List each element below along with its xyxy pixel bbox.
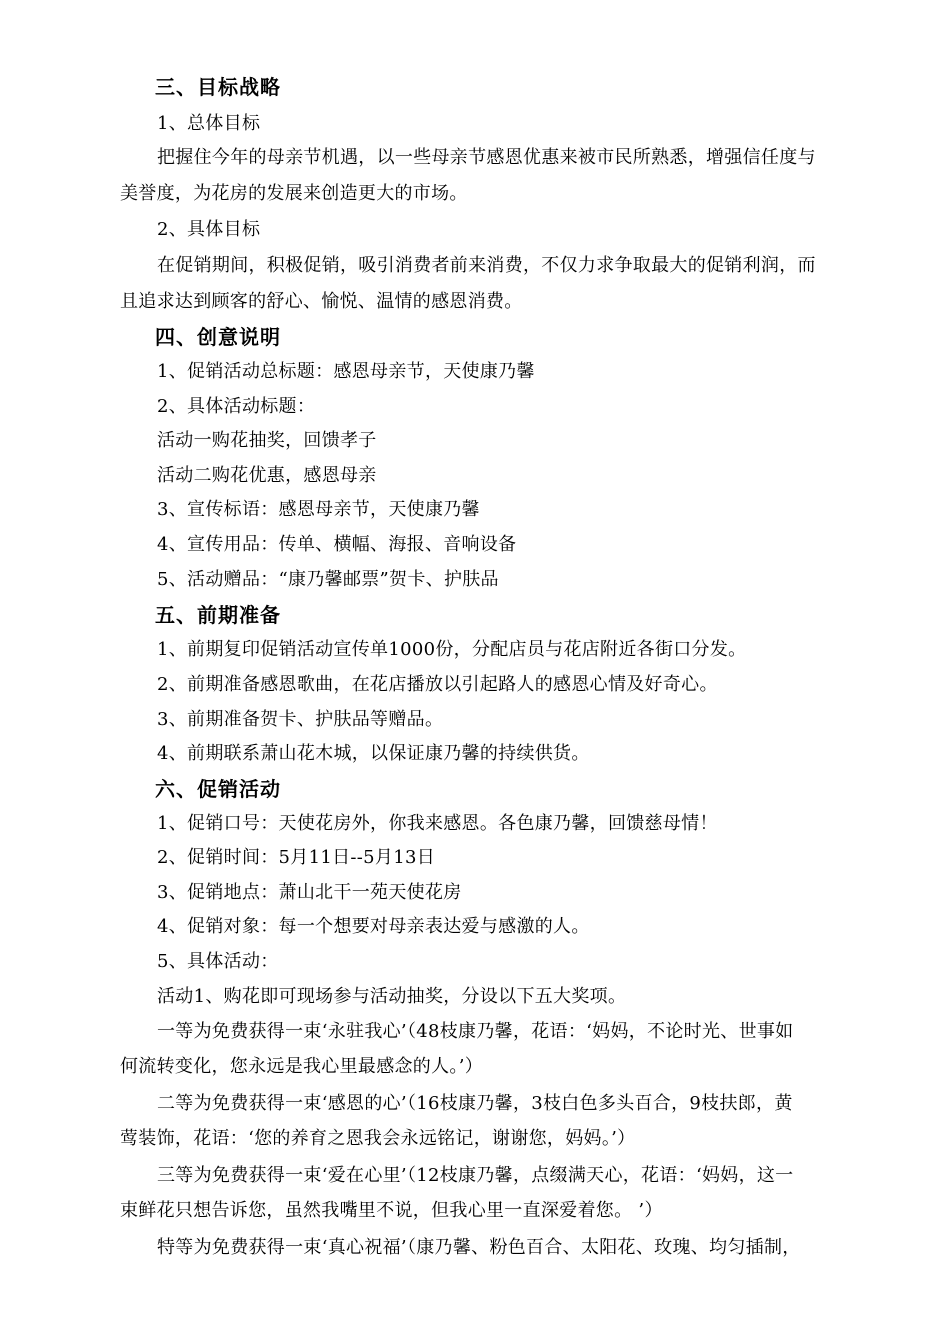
list-item: 4、促销对象：每一个想要对母亲表达爱与感激的人。 xyxy=(157,916,590,937)
paragraph-line: 把握住今年的母亲节机遇，以一些母亲节感恩优惠来被市民所熟悉，增强信任度与 xyxy=(157,147,816,168)
paragraph-line: 美誉度，为花房的发展来创造更大的市场。 xyxy=(120,183,468,204)
prize-line: 何流转变化，您永远是我心里最感念的人。’） xyxy=(120,1056,484,1077)
list-item: 1、促销口号：天使花房外，你我来感恩。各色康乃馨，回馈慈母情！ xyxy=(157,813,718,834)
list-item: 1、前期复印促销活动宣传单1000份，分配店员与花店附近各街口分发。 xyxy=(157,639,747,660)
activity-line: 活动1、购花即可现场参与活动抽奖，分设以下五大奖项。 xyxy=(157,986,627,1007)
paragraph-line: 且追求达到顾客的舒心、愉悦、温情的感恩消费。 xyxy=(120,291,523,312)
prize-line: 特等为免费获得一束‘真心祝福’（康乃馨、粉色百合、太阳花、玫瑰、均匀插制， xyxy=(157,1237,801,1258)
heading-section-3: 三、目标战略 xyxy=(155,75,281,99)
list-item: 2、前期准备感恩歌曲，在花店播放以引起路人的感恩心情及好奇心。 xyxy=(157,674,718,695)
prize-line: 一等为免费获得一束‘永驻我心’（48枝康乃馨，花语：‘妈妈，不论时光、世事如 xyxy=(157,1021,794,1042)
list-item: 3、前期准备贺卡、护肤品等赠品。 xyxy=(157,709,444,730)
prize-line: 束鲜花只想告诉您，虽然我嘴里不说，但我心里一直深爱着您。 ’） xyxy=(120,1200,663,1221)
subheading-overall-goal: 1、总体目标 xyxy=(157,113,261,134)
list-item: 5、具体活动： xyxy=(157,951,279,972)
list-item: 活动二购花优惠，感恩母亲 xyxy=(157,465,377,486)
list-item: 2、具体活动标题： xyxy=(157,396,316,417)
subheading-specific-goal: 2、具体目标 xyxy=(157,219,261,240)
prize-line: 二等为免费获得一束‘感恩的心’（16枝康乃馨，3枝白色多头百合，9枝扶郎，黄 xyxy=(157,1093,793,1114)
heading-section-5: 五、前期准备 xyxy=(155,603,281,627)
list-item: 5、活动赠品：“康乃馨邮票”贺卡、护肤品 xyxy=(157,569,499,590)
list-item: 1、促销活动总标题：感恩母亲节，天使康乃馨 xyxy=(157,361,535,382)
prize-line: 三等为免费获得一束‘爱在心里’（12枝康乃馨，点缀满天心，花语：‘妈妈，这一 xyxy=(157,1165,794,1186)
list-item: 3、宣传标语：感恩母亲节，天使康乃馨 xyxy=(157,499,480,520)
paragraph-line: 在促销期间，积极促销，吸引消费者前来消费，不仅力求争取最大的促销利润，而 xyxy=(157,255,816,276)
heading-section-6: 六、促销活动 xyxy=(155,777,281,801)
list-item: 3、促销地点：萧山北干一苑天使花房 xyxy=(157,882,462,903)
list-item: 4、宣传用品：传单、横幅、海报、音响设备 xyxy=(157,534,517,555)
prize-line: 莺装饰，花语：‘您的养育之恩我会永远铭记，谢谢您，妈妈。’） xyxy=(120,1128,636,1149)
list-item: 活动一购花抽奖，回馈孝子 xyxy=(157,430,377,451)
list-item: 2、促销时间：5月11日--5月13日 xyxy=(157,847,436,868)
list-item: 4、前期联系萧山花木城，以保证康乃馨的持续供货。 xyxy=(157,743,590,764)
heading-section-4: 四、创意说明 xyxy=(155,325,281,349)
